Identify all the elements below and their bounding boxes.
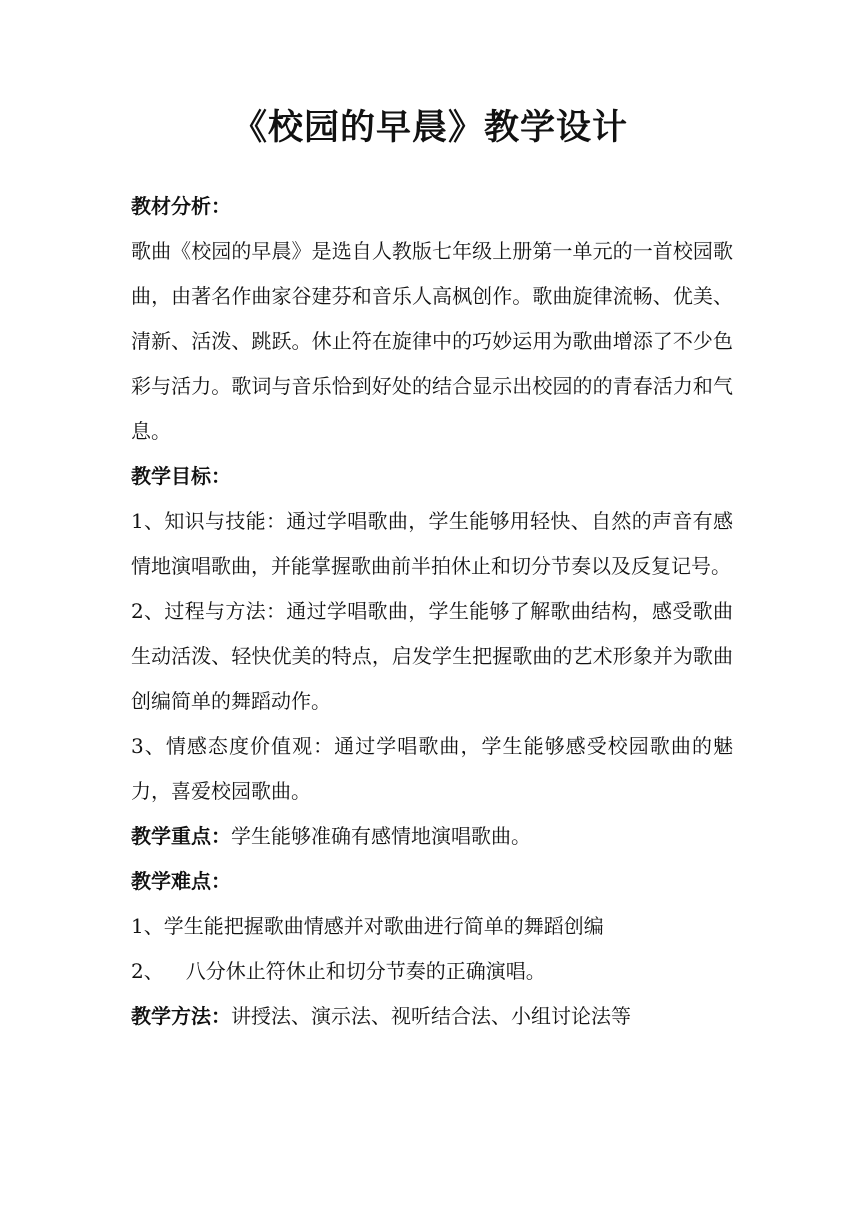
methods-line	[131, 994, 733, 1039]
methods-text: 讲授法、演示法、视听结合法、小组讨论法等	[231, 1004, 631, 1028]
objective-item-1: 1、知识与技能：通过学唱歌曲，学生能够用轻快、自然的声音有感情地演唱歌曲，并能掌握歌曲前半拍休止和切分节奏以及反复记号。	[131, 509, 733, 578]
document-body	[131, 184, 733, 1039]
objectives-heading: 教学目标：	[131, 464, 231, 488]
difficulty-heading: 教学难点：	[131, 869, 231, 893]
difficulty-item-2-text: 八分休止符休止和切分节奏的正确演唱。	[185, 959, 546, 983]
document-title: 《校园的早晨》教学设计	[231, 107, 628, 148]
analysis-paragraph: 歌曲《校园的早晨》是选自人教版七年级上册第一单元的一首校园歌曲，由著名作曲家谷建芬和音乐人高枫创作。歌曲旋律流畅、优美、清新、活泼、跳跃。休止符在旋律中的巧妙运用为歌曲增添了不少色彩与活力。歌词与音乐恰到好处的结合显示出校园的的青春活力和气息。	[131, 239, 733, 443]
analysis-heading: 教材分析：	[131, 194, 231, 218]
difficulty-item-1: 1、学生能把握歌曲情感并对歌曲进行简单的舞蹈创编	[131, 914, 604, 938]
objective-item-3: 3、情感态度价值观：通过学唱歌曲，学生能够感受校园歌曲的魅力，喜爱校园歌曲。	[131, 734, 733, 803]
key-point-heading: 教学重点：	[131, 824, 231, 848]
key-point-line	[131, 814, 733, 859]
objective-item-2: 2、过程与方法：通过学唱歌曲，学生能够了解歌曲结构，感受歌曲生动活泼、轻快优美的特点，启发学生把握歌曲的艺术形象并为歌曲创编简单的舞蹈动作。	[131, 599, 733, 713]
key-point-text: 学生能够准确有感情地演唱歌曲。	[231, 824, 531, 848]
difficulty-item-2	[131, 949, 733, 994]
methods-heading: 教学方法：	[131, 1004, 231, 1028]
difficulty-item-2-number: 2、	[131, 959, 164, 983]
